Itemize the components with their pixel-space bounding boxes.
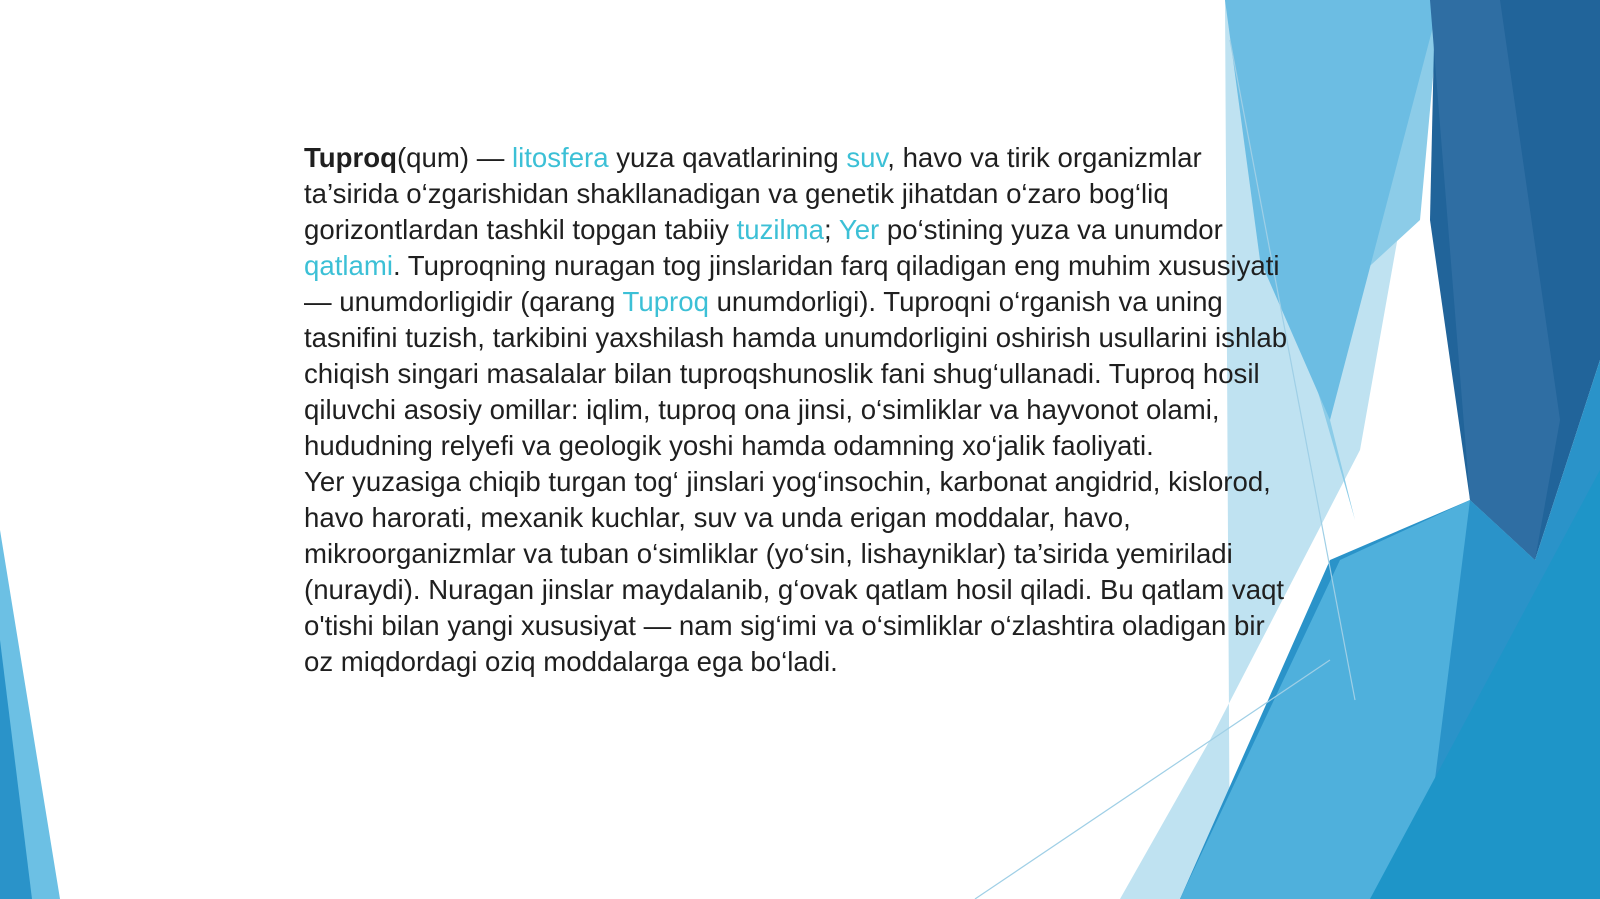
link-tuproq[interactable]: Tuproq bbox=[622, 286, 709, 317]
paragraph-definition bbox=[304, 140, 1294, 464]
text-segment: po‘stining yuza va unumdor bbox=[879, 214, 1223, 245]
text-segment: ; bbox=[823, 214, 839, 245]
link-qatlami[interactable]: qatlami bbox=[304, 250, 393, 281]
text-segment: . Tuproqning nuragan tog jinslaridan farq qiladigan eng muhim xususiyati — unumdorligidir (qarang bbox=[304, 250, 1280, 317]
link-suv[interactable]: suv bbox=[846, 142, 888, 173]
link-litosfera[interactable]: litosfera bbox=[511, 142, 609, 173]
text-segment: yuza qavatlarining bbox=[608, 142, 847, 173]
link-tuzilma[interactable]: tuzilma bbox=[736, 214, 824, 245]
text-segment: unumdorligi). Tuproqni o‘rganish va uning tasnifini tuzish, tarkibini yaxshilash hamda unumdorligini oshirish usullarini ishlab chiqish singari masalalar bilan tuproqshunoslik fani shug‘ullanadi. Tuproq hosil qiluvchi asosiy omillar: iqlim, tuproq ona jinsi, o‘simliklar va hayvonot olami, hududning relyefi va geologik yoshi hamda odamning xo‘jalik faoliyati. bbox=[304, 286, 1288, 461]
text-segment: (qum) — bbox=[396, 142, 512, 173]
paragraph-weathering: Yer yuzasiga chiqib turgan tog‘ jinslari yog‘insochin, karbonat angidrid, kislorod, havo harorati, mexanik kuchlar, suv va unda erigan moddalar, havo, mikroorganizmlar va tuban o‘simliklar (yo‘sin, lishayniklar) ta’sirida yemiriladi (nuraydi). Nuragan jinslar maydalanib, g‘ovak qatlam hosil qiladi. Bu qatlam vaqt o'tishi bilan yangi xususiyat — nam sig‘imi va o‘simliklar o‘zlashtira oladigan bir oz miqdordagi oziq moddalarga ega bo‘ladi. bbox=[304, 466, 1285, 677]
content-text-box bbox=[304, 140, 1294, 680]
link-yer[interactable]: Yer bbox=[838, 214, 880, 245]
term-tuproq: Tuproq bbox=[304, 142, 397, 173]
text-segment: , havo va tirik organizmlar ta’sirida o‘zgarishidan shakllanadigan va genetik jihatdan o‘zaro bog‘liq gorizontlardan tashkil topgan tabiiy bbox=[304, 142, 1202, 245]
